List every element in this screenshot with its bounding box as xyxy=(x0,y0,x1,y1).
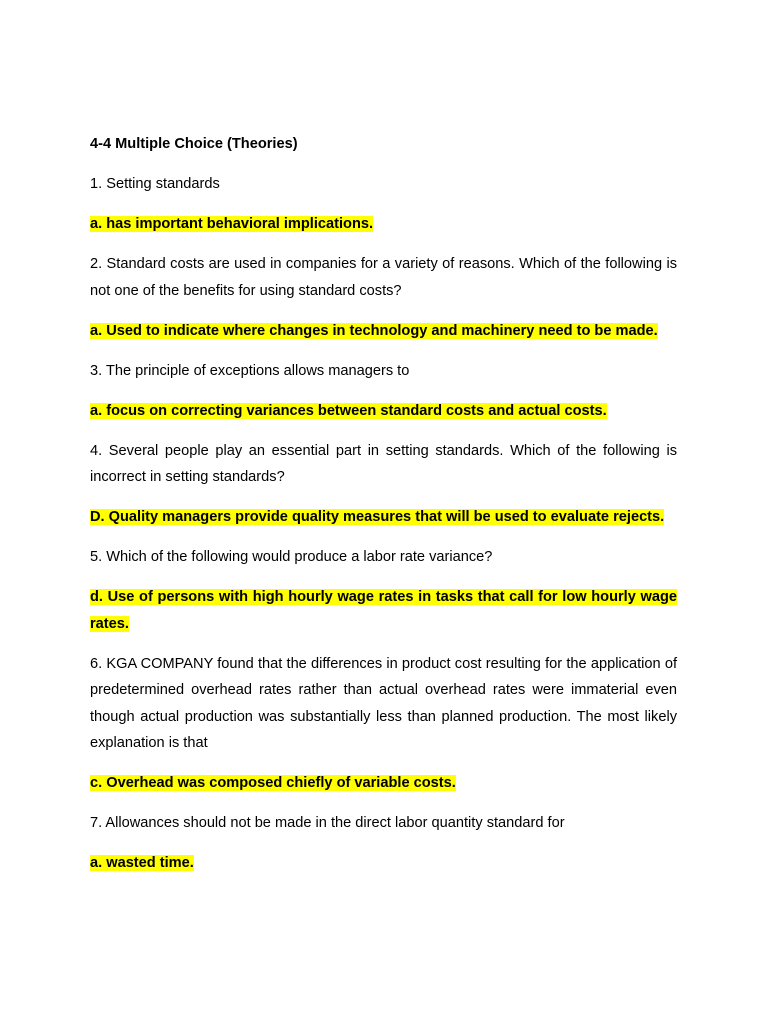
question-text: 1. Setting standards xyxy=(90,176,220,192)
question-4 xyxy=(90,438,677,491)
answer-7 xyxy=(90,850,677,877)
question-text: 7. Allowances should not be made in the direct labor quantity standard for xyxy=(90,815,565,831)
answer-3 xyxy=(90,398,677,425)
answer-6 xyxy=(90,770,677,797)
answer-4 xyxy=(90,504,677,531)
question-text: 6. KGA COMPANY found that the differences in product cost resulting for the application of predetermined overhead rates rather than actual overhead rates were immaterial even though actual production was substantially less than planned production. The most likely explanation is that xyxy=(90,655,677,751)
question-text: 5. Which of the following would produce a labor rate variance? xyxy=(90,549,493,565)
answer-text: d. Use of persons with high hourly wage rates in tasks that call for low hourly wage rates. xyxy=(90,589,677,632)
question-2 xyxy=(90,251,677,304)
question-7 xyxy=(90,810,677,837)
answer-text: c. Overhead was composed chiefly of variable costs. xyxy=(90,775,456,791)
answer-text: a. focus on correcting variances between standard costs and actual costs. xyxy=(90,402,607,419)
answer-text: a. has important behavioral implications. xyxy=(90,216,374,232)
answer-text: D. Quality managers provide quality measures that will be used to evaluate rejects. xyxy=(90,509,665,525)
answer-1 xyxy=(90,211,677,238)
question-1 xyxy=(90,171,677,198)
question-5 xyxy=(90,544,677,571)
answer-5 xyxy=(90,584,677,637)
answer-2 xyxy=(90,318,677,345)
question-text: 2. Standard costs are used in companies for a variety of reasons. Which of the following is not one of the benefits for using standard costs? xyxy=(90,256,677,299)
answer-text: a. wasted time. xyxy=(90,855,194,871)
question-text: 4. Several people play an essential part in setting standards. Which of the following is incorrect in setting standards? xyxy=(90,442,677,485)
answer-text: a. Used to indicate where changes in technology and machinery need to be made. xyxy=(90,322,658,339)
document-body xyxy=(90,131,677,877)
question-3 xyxy=(90,358,677,385)
question-text: 3. The principle of exceptions allows managers to xyxy=(90,362,410,379)
document-title: 4-4 Multiple Choice (Theories) xyxy=(90,136,298,152)
question-6 xyxy=(90,651,677,757)
